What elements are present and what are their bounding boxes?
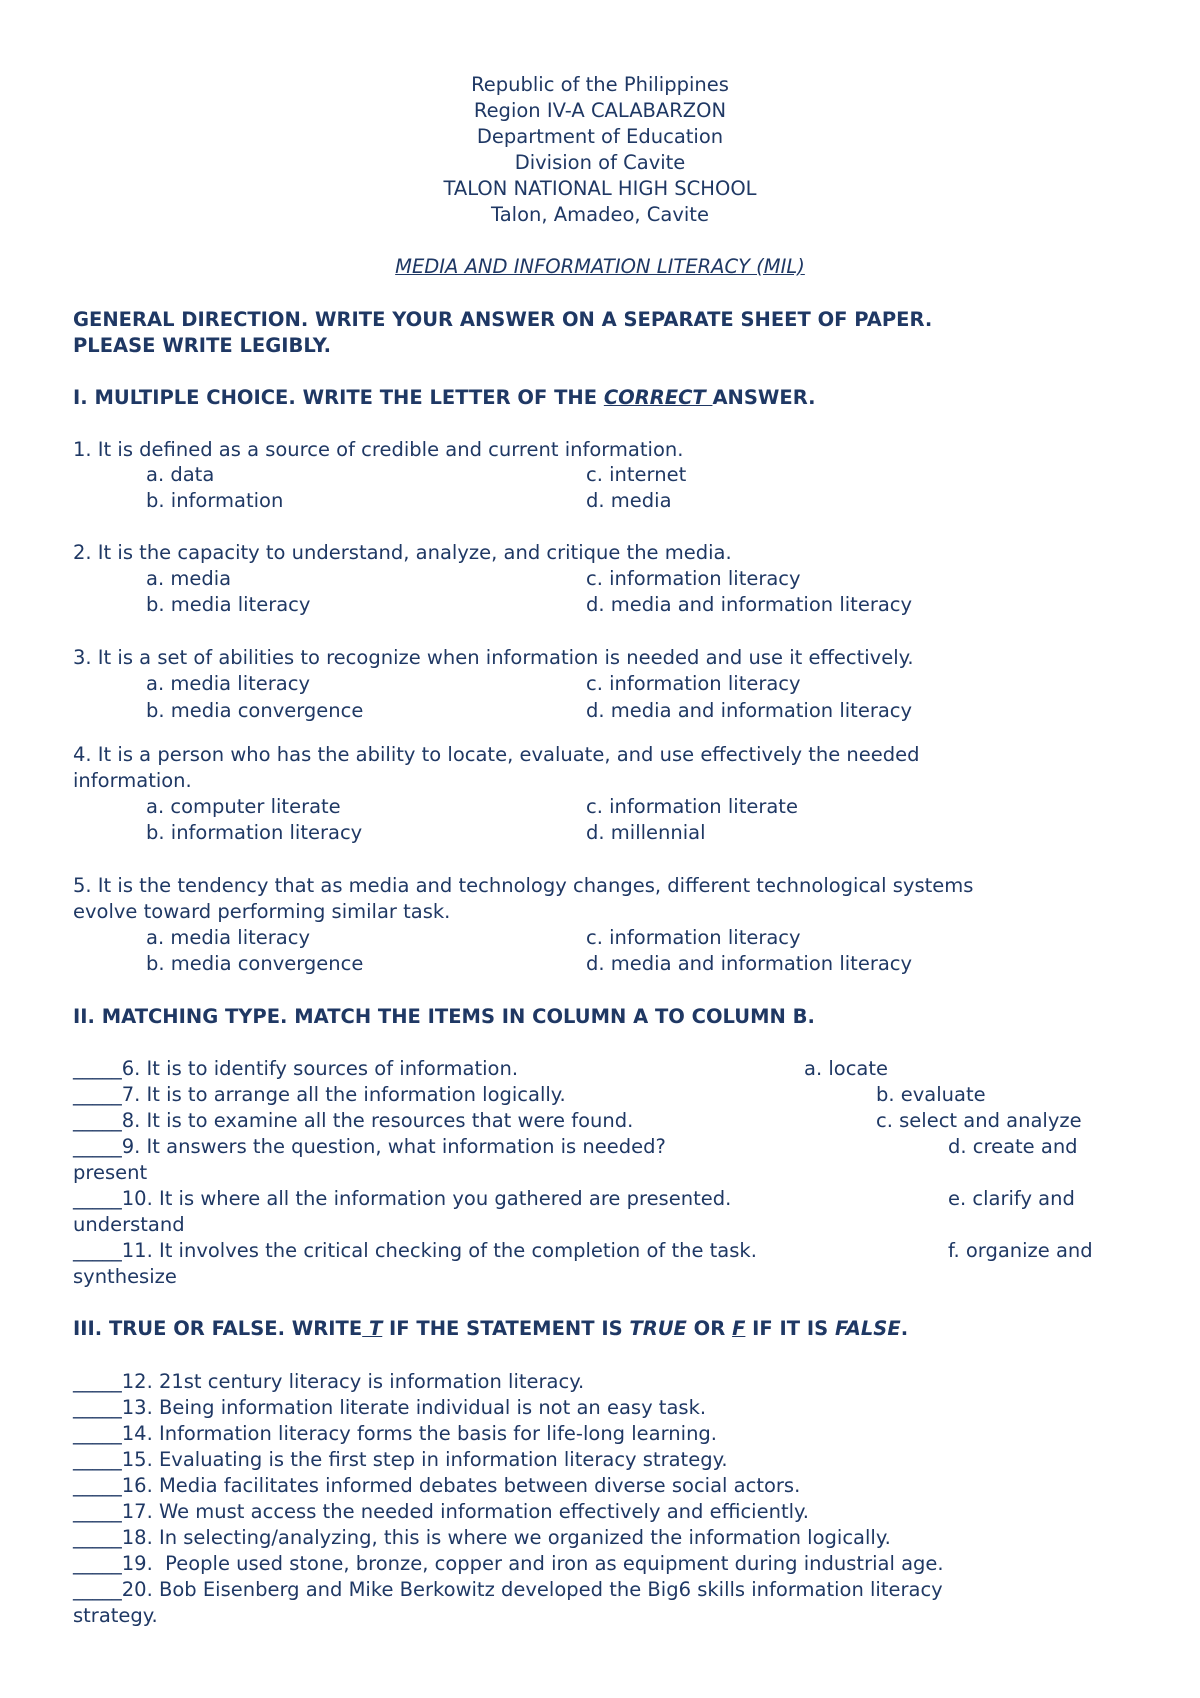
- answer-blank: _____: [73, 1500, 122, 1523]
- q3-option-a: a. media literacy: [146, 672, 310, 695]
- choice-e: e. clarify and: [948, 1187, 1075, 1210]
- answer-blank: _____: [73, 1109, 122, 1132]
- answer-blank: _____: [73, 1396, 122, 1419]
- q5-option-c: c. information literacy: [586, 926, 801, 949]
- choice-d: d. create and: [948, 1135, 1078, 1158]
- q5-option-b: b. media convergence: [146, 952, 364, 975]
- matching-item-10: _____10. It is where all the information you gathered are presented.: [73, 1187, 732, 1210]
- choice-c: c. select and analyze: [876, 1109, 1082, 1132]
- matching-item-8: _____8. It is to examine all the resources that were found.: [73, 1109, 634, 1132]
- tf-item-20: _____20. Bob Eisenberg and Mike Berkowitz developed the Big6 skills information literacy: [73, 1578, 943, 1601]
- answer-blank: _____: [73, 1552, 122, 1575]
- q1-option-d: d. media: [586, 489, 672, 512]
- tf-item-18: _____18. In selecting/analyzing, this is where we organized the information logically.: [73, 1526, 891, 1549]
- tf-item-14: _____14. Information literacy forms the basis for life-long learning.: [73, 1422, 718, 1445]
- header-republic: Republic of the Philippines: [471, 73, 729, 96]
- matching-item-7: _____7. It is to arrange all the information logically.: [73, 1083, 566, 1106]
- choice-b: b. evaluate: [876, 1083, 986, 1106]
- header-department: Department of Education: [476, 125, 724, 148]
- matching-item-6: _____6. It is to identify sources of information.: [73, 1057, 519, 1080]
- answer-blank: _____: [73, 1526, 122, 1549]
- q3-option-b: b. media convergence: [146, 699, 364, 722]
- q4-option-a: a. computer literate: [146, 795, 341, 818]
- tf-item-13: _____13. Being information literate individual is not an easy task.: [73, 1396, 707, 1419]
- header-address: Talon, Amadeo, Cavite: [491, 203, 709, 226]
- question-3: 3. It is a set of abilities to recognize when information is needed and use it effectively.: [73, 646, 914, 669]
- answer-blank: _____: [73, 1135, 122, 1158]
- answer-blank: _____: [73, 1578, 122, 1601]
- matching-item-11: _____11. It involves the critical checking of the completion of the task.: [73, 1239, 757, 1262]
- subject-title: MEDIA AND INFORMATION LITERACY (MIL): [395, 255, 805, 278]
- answer-blank: _____: [73, 1448, 122, 1471]
- header-school: TALON NATIONAL HIGH SCHOOL: [443, 177, 757, 200]
- part2-heading: II. MATCHING TYPE. MATCH THE ITEMS IN COLUMN A TO COLUMN B.: [73, 1005, 815, 1028]
- q4-option-d: d. millennial: [586, 821, 706, 844]
- choice-e-continued: understand: [73, 1213, 185, 1236]
- question-5-line2: evolve toward performing similar task.: [73, 900, 451, 923]
- question-2: 2. It is the capacity to understand, analyze, and critique the media.: [73, 541, 732, 564]
- part1-heading: I. MULTIPLE CHOICE. WRITE THE LETTER OF THE CORRECT ANSWER.: [73, 386, 816, 409]
- q1-option-a: a. data: [146, 463, 215, 486]
- general-direction-line2: PLEASE WRITE LEGIBLY.: [73, 334, 332, 357]
- tf-item-16: _____16. Media facilitates informed debates between diverse social actors.: [73, 1474, 801, 1497]
- answer-blank: _____: [73, 1057, 122, 1080]
- header-division: Division of Cavite: [514, 151, 686, 174]
- answer-blank: _____: [73, 1239, 122, 1262]
- answer-blank: _____: [73, 1370, 122, 1393]
- q4-option-c: c. information literate: [586, 795, 798, 818]
- question-4-line1: 4. It is a person who has the ability to locate, evaluate, and use effectively the needed: [73, 743, 920, 766]
- answer-blank: _____: [73, 1187, 122, 1210]
- question-1: 1. It is defined as a source of credible and current information.: [73, 438, 684, 461]
- choice-d-continued: present: [73, 1161, 148, 1184]
- answer-blank: _____: [73, 1083, 122, 1106]
- q5-option-a: a. media literacy: [146, 926, 310, 949]
- tf-item-12: _____12. 21st century literacy is information literacy.: [73, 1370, 585, 1393]
- q2-option-a: a. media: [146, 567, 232, 590]
- question-5-line1: 5. It is the tendency that as media and technology changes, different technological systems: [73, 874, 974, 897]
- q2-option-b: b. media literacy: [146, 593, 311, 616]
- answer-blank: _____: [73, 1474, 122, 1497]
- header-region: Region IV-A CALABARZON: [473, 99, 727, 122]
- general-direction-line1: GENERAL DIRECTION. WRITE YOUR ANSWER ON A SEPARATE SHEET OF PAPER.: [73, 308, 933, 331]
- answer-blank: _____: [73, 1422, 122, 1445]
- q2-option-c: c. information literacy: [586, 567, 801, 590]
- choice-f-continued: synthesize: [73, 1265, 177, 1288]
- choice-f: f. organize and: [948, 1239, 1093, 1262]
- choice-a: a. locate: [804, 1057, 889, 1080]
- q4-option-b: b. information literacy: [146, 821, 363, 844]
- tf-item-15: _____15. Evaluating is the first step in information literacy strategy.: [73, 1448, 728, 1471]
- part3-heading: III. TRUE OR FALSE. WRITE T IF THE STATEMENT IS TRUE OR F IF IT IS FALSE.: [73, 1317, 909, 1340]
- tf-item-20-continued: strategy.: [73, 1604, 158, 1627]
- q5-option-d: d. media and information literacy: [586, 952, 913, 975]
- q1-option-c: c. internet: [586, 463, 687, 486]
- tf-item-17: _____17. We must access the needed information effectively and efficiently.: [73, 1500, 809, 1523]
- matching-item-9: _____9. It answers the question, what information is needed?: [73, 1135, 666, 1158]
- q1-option-b: b. information: [146, 489, 284, 512]
- q2-option-d: d. media and information literacy: [586, 593, 913, 616]
- q3-option-c: c. information literacy: [586, 672, 801, 695]
- question-4-line2: information.: [73, 769, 192, 792]
- tf-item-19: _____19. People used stone, bronze, copper and iron as equipment during industrial age.: [73, 1552, 944, 1575]
- q3-option-d: d. media and information literacy: [586, 699, 913, 722]
- correct-emphasis: CORRECT: [603, 386, 713, 409]
